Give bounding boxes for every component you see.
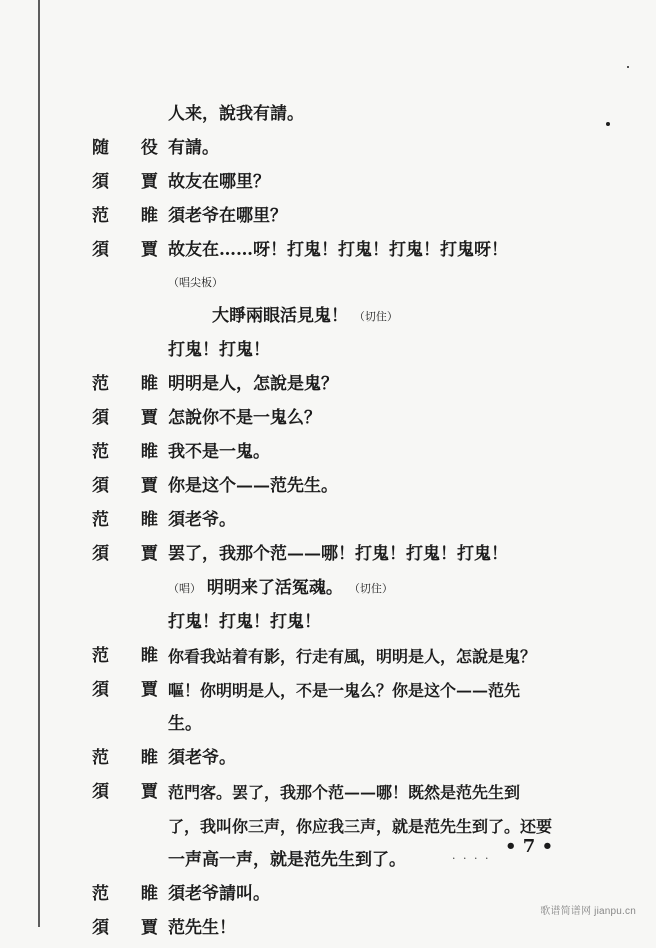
lyric-line [212, 302, 398, 332]
dialogue-continuation: 生。 [168, 714, 202, 734]
dialogue-text: 范門客。罢了，我那个范——哪！既然是范先生到 [168, 783, 521, 802]
script-line [92, 506, 612, 535]
speaker-name: 范 睢 [92, 442, 171, 462]
lyric-text: 明明来了活冤魂。 [206, 578, 343, 598]
speaker-name: 須 賈 [92, 680, 171, 700]
page-footer-dots: · · · · [452, 852, 491, 865]
speaker-name: 范 睢 [92, 884, 171, 904]
lyric-line [168, 574, 393, 604]
script-line [92, 472, 612, 501]
dialogue-continuation: 一声高一声，就是范先生到了。 [168, 850, 406, 870]
speaker-name: 須 賈 [92, 918, 171, 938]
script-line [92, 202, 612, 231]
dialogue-text: 人来，說我有請。 [168, 104, 304, 124]
speaker-name: 須 賈 [92, 544, 171, 564]
watermark: 歌谱简谱网 jianpu.cn [540, 906, 636, 917]
speaker-name: 范 睢 [92, 646, 171, 666]
dialogue-text: 打鬼！打鬼！ [168, 340, 270, 360]
script-line [92, 134, 612, 163]
stage-direction: （切住） [348, 582, 393, 595]
speaker-name: 須 賈 [92, 172, 171, 192]
script-line [92, 744, 612, 773]
script-line [92, 676, 612, 705]
speaker-name: 須 賈 [92, 408, 171, 428]
script-line [92, 438, 612, 467]
dialogue-text: 故友在……呀！打鬼！打鬼！打鬼！打鬼呀！ [168, 240, 508, 260]
script-line [92, 100, 612, 129]
page-binding-edge [38, 0, 40, 927]
dialogue-text: 嘔！你明明是人，不是一鬼么？你是这个——范先 [168, 681, 521, 700]
dialogue-text: 須老爷請叫。 [168, 884, 270, 904]
page-number: • 7 • [505, 836, 554, 857]
dialogue-text: 有請。 [168, 138, 219, 158]
script-line [92, 236, 612, 265]
speaker-name: 随 役 [92, 138, 171, 158]
dialogue-text: 須老爷。 [168, 748, 236, 768]
script-line [92, 574, 612, 603]
dialogue-text: 故友在哪里？ [168, 172, 270, 192]
script-line [92, 914, 612, 943]
script-line [92, 540, 612, 569]
dialogue-text: 須老爷在哪里？ [168, 206, 287, 226]
speaker-name: 范 睢 [92, 510, 171, 530]
speaker-name: 范 睢 [92, 374, 171, 394]
speaker-name: 范 睢 [92, 748, 171, 768]
stage-direction-line [92, 270, 612, 294]
dialogue-text: 我不是一鬼。 [168, 442, 270, 462]
lyric-text: 大睜兩眼活見鬼！ [212, 306, 348, 326]
script-line [92, 336, 612, 365]
dialogue-text: 打鬼！打鬼！打鬼！ [168, 612, 321, 632]
dialogue-text: 你是这个——范先生。 [168, 476, 338, 496]
dialogue-text: 罢了，我那个范——哪！打鬼！打鬼！打鬼！ [168, 544, 508, 564]
speaker-name: 須 賈 [92, 476, 171, 496]
stage-direction: （唱尖板） [168, 276, 223, 289]
script-line [92, 608, 612, 637]
dialogue-text: 怎說你不是一鬼么？ [168, 408, 321, 428]
speaker-name: 范 睢 [92, 206, 171, 226]
stage-direction: （唱） [168, 582, 201, 595]
dialogue-text: 明明是人，怎說是鬼？ [168, 374, 338, 394]
script-body [92, 100, 612, 948]
script-line [92, 168, 612, 197]
dialogue-continuation: 了，我叫你三声，你应我三声，就是范先生到了。还要 [168, 817, 553, 836]
speaker-name: 須 賈 [92, 782, 171, 802]
page-number-value: 7 [522, 836, 536, 857]
script-line [92, 302, 612, 331]
dialogue-text: 你看我站着有影，行走有風，明明是人，怎說是鬼？ [168, 647, 537, 666]
script-line [92, 370, 612, 399]
ink-speck [627, 66, 629, 68]
script-line-continuation [92, 710, 612, 739]
speaker-name: 須 賈 [92, 240, 171, 260]
stage-direction: （切住） [353, 310, 398, 323]
dialogue-text: 須老爷。 [168, 510, 236, 530]
script-line [92, 880, 612, 909]
script-line [92, 642, 612, 671]
script-line [92, 404, 612, 433]
dialogue-text: 范先生！ [168, 918, 236, 938]
script-line [92, 778, 612, 807]
